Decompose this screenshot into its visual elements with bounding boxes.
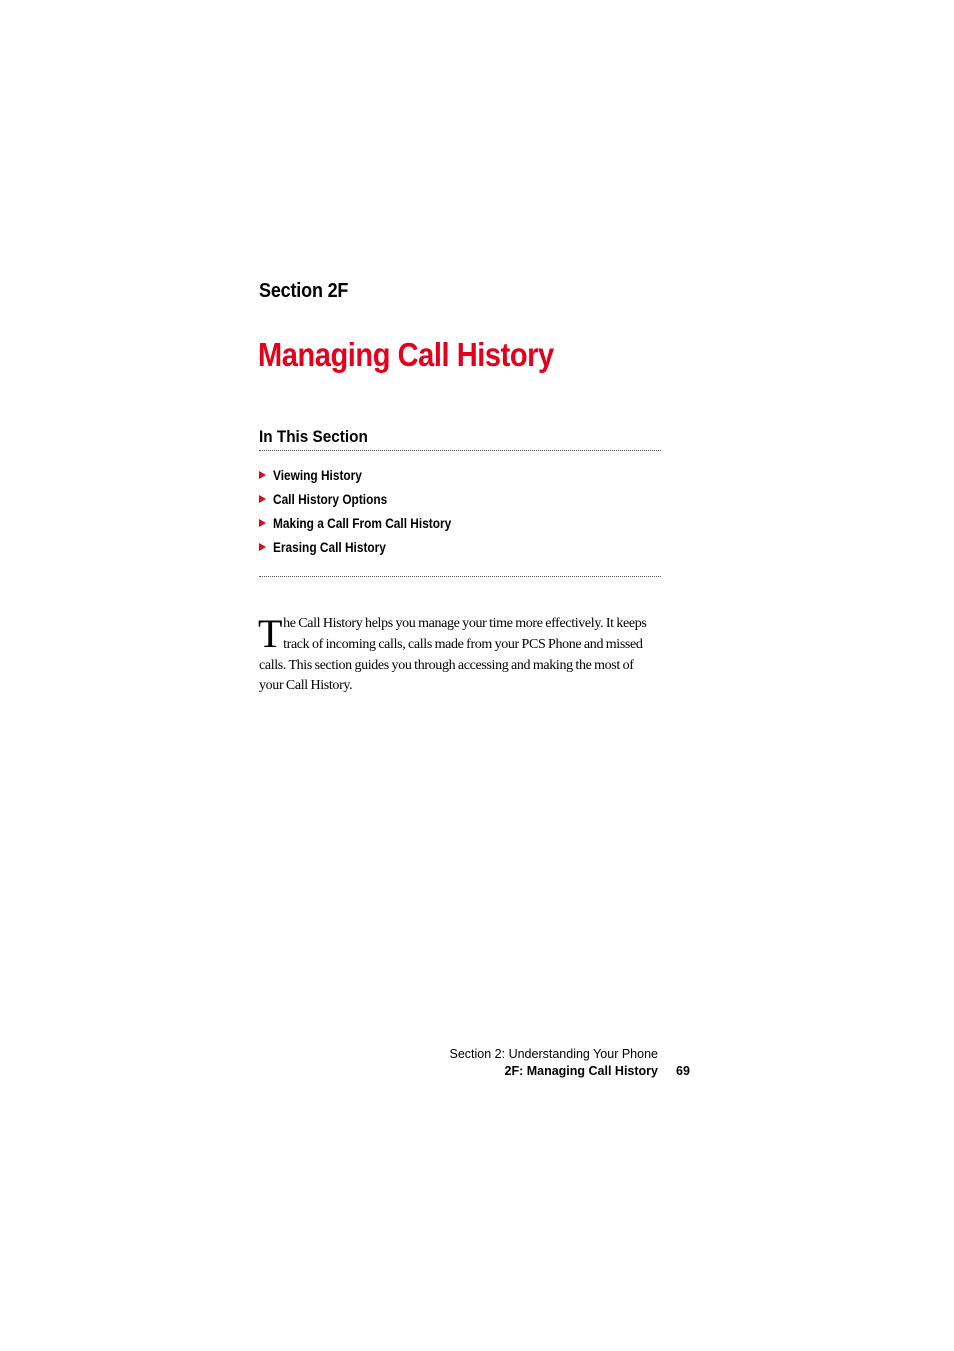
arrow-right-icon xyxy=(259,543,266,551)
toc-item-erasing-call-history[interactable] xyxy=(259,536,661,560)
arrow-right-icon xyxy=(259,471,266,479)
toc-heading: In This Section xyxy=(259,427,368,446)
section-label: Section 2F xyxy=(259,280,349,302)
arrow-right-icon xyxy=(259,519,266,527)
toc-item-label: Erasing Call History xyxy=(273,540,386,555)
page-title: Managing Call History xyxy=(258,336,554,373)
toc-item-viewing-history[interactable] xyxy=(259,464,661,488)
toc-item-label: Call History Options xyxy=(273,492,388,507)
in-this-section-box xyxy=(259,426,661,577)
footer-section: Section 2: Understanding Your Phone xyxy=(449,1047,658,1061)
intro-text: he Call History helps you manage your time more effectively. It keeps track of incoming calls, calls made from your PCS Phone and missed calls. This section guides you through accessing and making the most of your Call History. xyxy=(259,616,647,694)
toc-item-call-history-options[interactable] xyxy=(259,488,661,512)
toc-item-label: Viewing History xyxy=(273,468,362,483)
arrow-right-icon xyxy=(259,495,266,503)
footer-chapter: 2F: Managing Call History xyxy=(504,1064,658,1078)
toc-bottom-divider xyxy=(259,576,661,577)
toc-item-making-a-call[interactable] xyxy=(259,512,661,536)
intro-paragraph xyxy=(258,611,654,697)
page-number: 69 xyxy=(676,1064,690,1078)
drop-cap: T xyxy=(258,611,283,656)
page-footer xyxy=(360,1046,658,1080)
toc-list xyxy=(259,451,661,576)
toc-item-label: Making a Call From Call History xyxy=(273,516,452,531)
